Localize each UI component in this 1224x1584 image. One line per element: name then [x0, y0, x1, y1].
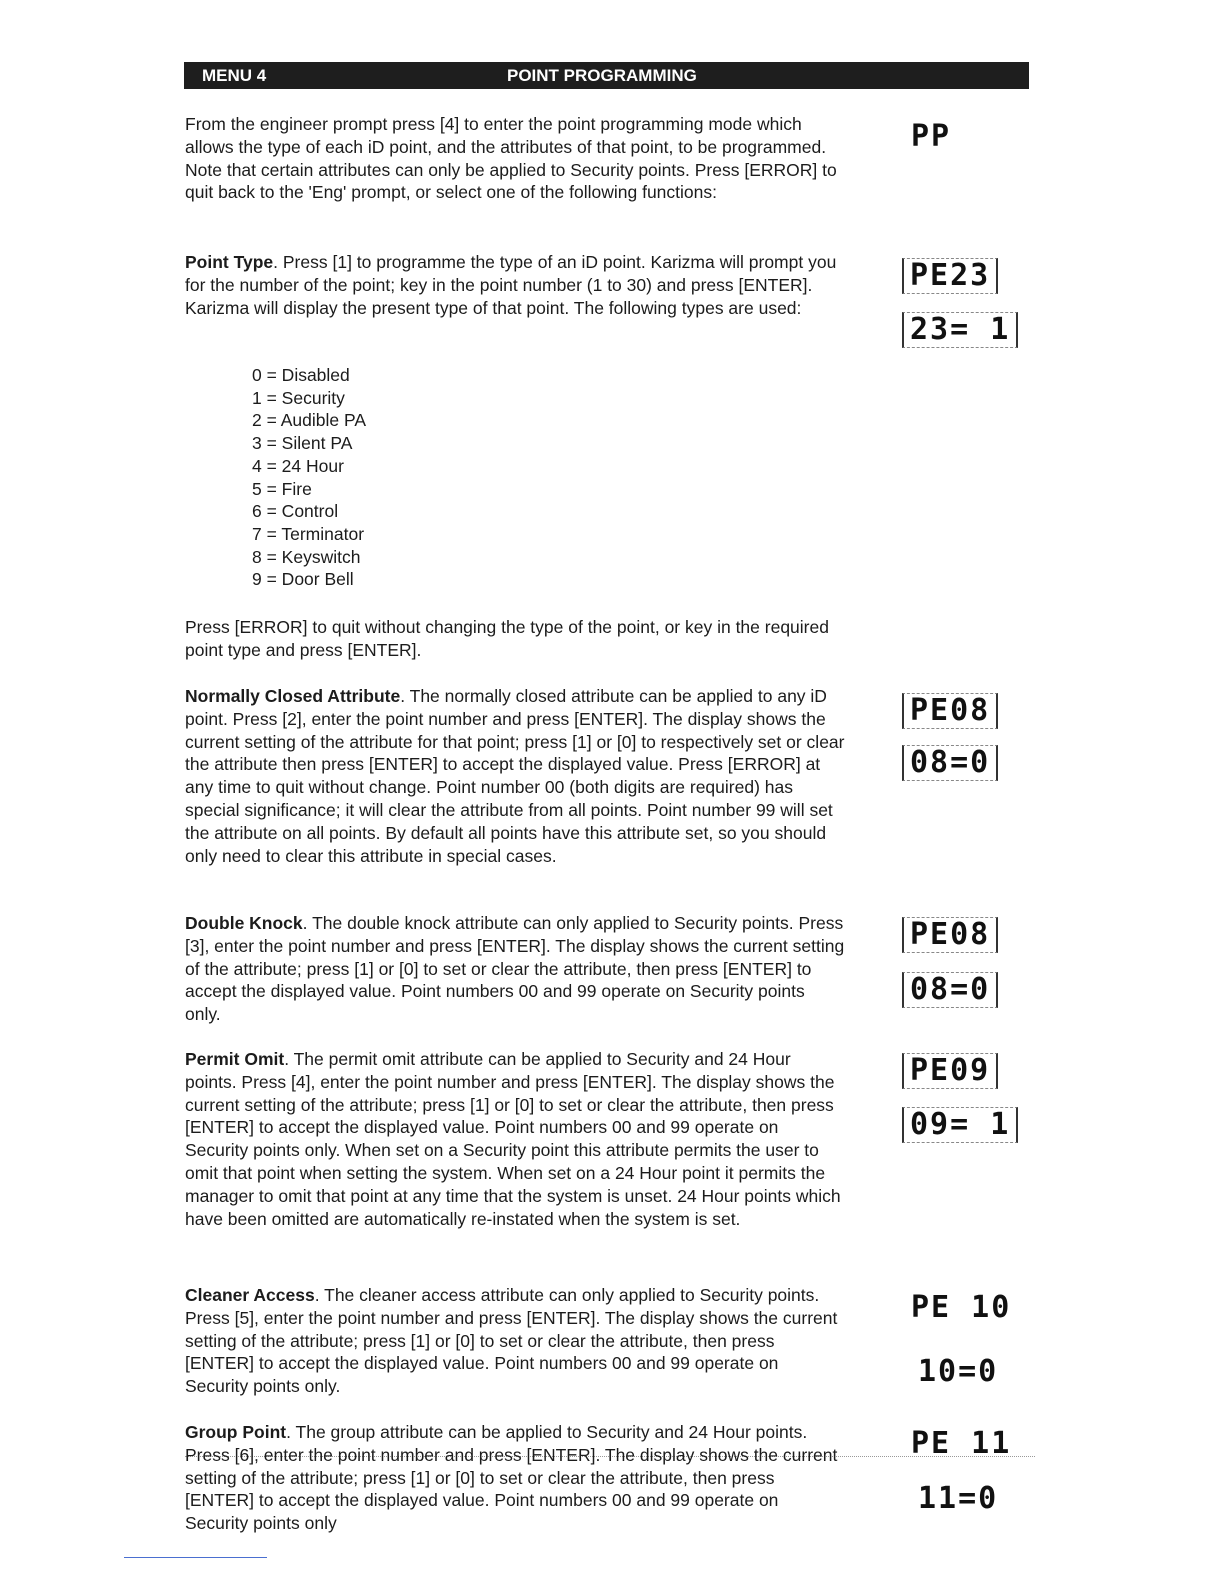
display-08-knock-value: 08=0	[902, 972, 998, 1008]
display-pt10: PE 10	[911, 1290, 1012, 1325]
list-item: 5 = Fire	[252, 478, 312, 499]
display-pt23: PE23	[902, 258, 998, 294]
permit-omit-text: . The permit omit attribute can be applied to Security and 24 Hour points. Press [4], enter the point number and press [ENTER]. The display shows the current setting of the attribute; press [1] or [0] to set or clear the attribute, then press [ENTER] to accept the displayed value. Point numbers 00 and 99 operate on Security points only. When set on a Security point this attribute permits the user to omit that point when setting the system. When set on a 24 Hour point it permits the manager to omit that point at any time that the system is unset. 24 Hour points which have been omitted are automatically re-instated when the system is set.	[185, 1049, 841, 1229]
list-item: 4 = 24 Hour	[252, 455, 344, 476]
cleaner-access-text: . The cleaner access attribute can only applied to Security points. Press [5], enter the point number and press [ENTER]. The display shows the current setting of the attribute; press [1] or [0] to set or clear the attribute, then press [ENTER] to accept the displayed value. Point numbers 00 and 99 operate on Security points only.	[185, 1285, 838, 1397]
point-type-list	[252, 364, 366, 591]
section-header-bar	[184, 62, 1029, 89]
display-pt11: PE 11	[911, 1426, 1012, 1461]
double-knock-heading: Double Knock	[185, 913, 303, 933]
quit-note-paragraph: Press [ERROR] to quit without changing the type of the point, or key in the required point type and press [ENTER].	[185, 617, 829, 660]
display-pp: PP	[911, 119, 952, 154]
list-item: 9 = Door Bell	[252, 569, 354, 590]
display-pt08: PE08	[902, 693, 998, 729]
display-pt09: PE09	[902, 1053, 998, 1089]
point-type-text: . Press [1] to programme the type of an iD point. Karizma will prompt you for the number of the point; key in the point number (1 to 30) and press [ENTER]. Karizma will display the present type of that point. The following types are used:	[185, 252, 837, 318]
footer-line	[124, 1557, 267, 1558]
double-knock-text: . The double knock attribute can only applied to Security points. Press [3], enter the point number and press [ENTER]. The display shows the current setting of the attribute; press [1] or [0] to set or clear the attribute, then press [ENTER] to accept the displayed value. Point numbers 00 and 99 operate on Security points only.	[185, 913, 845, 1025]
double-knock-paragraph	[185, 912, 845, 1026]
menu-label: MENU 4	[202, 66, 267, 85]
group-point-text: . The group attribute can be applied to Security and 24 Hour points. Press [6], enter the point number and press [ENTER]. The display shows the current setting of the attribute; press [1] or [0] to set or clear the attribute, then press [ENTER] to accept the displayed value. Point numbers 00 and 99 operate on Security points only	[185, 1422, 838, 1534]
list-item: 7 = Terminator	[252, 523, 365, 544]
list-item: 8 = Keyswitch	[252, 546, 361, 567]
display-09-value: 09= 1	[902, 1107, 1018, 1143]
point-type-paragraph	[185, 251, 845, 319]
display-10-value: 10=0	[918, 1354, 999, 1389]
list-item: 1 = Security	[252, 387, 345, 408]
list-item: 2 = Audible PA	[252, 410, 366, 431]
display-23-value: 23= 1	[902, 312, 1018, 348]
display-11-value: 11=0	[918, 1481, 999, 1516]
normally-closed-text: . The normally closed attribute can be applied to any iD point. Press [2], enter the point number and press [ENTER]. The display shows the current setting of the attribute for that point; press [1] or [0] to respectively set or clear the attribute then press [ENTER] to accept the displayed value. Press [ERROR] at any time to quit without change. Point number 00 (both digits are required) has special significance; it will clear the attribute from all points. Point number 99 will set the attribute on all points. By default all points have this attribute set, so you should only need to clear this attribute in special cases.	[185, 686, 845, 866]
display-pt08-knock: PE08	[902, 917, 998, 953]
group-point-heading: Group Point	[185, 1422, 287, 1442]
intro-paragraph: From the engineer prompt press [4] to enter the point programming mode which allows the type of each iD point, and the attributes of that point, to be programmed. Note that certain attributes can only be applied to Security points. Press [ERROR] to quit back to the 'Eng' prompt, or select one of the following functions:	[185, 114, 837, 203]
list-item: 0 = Disabled	[252, 365, 350, 385]
page-title: POINT PROGRAMMING	[507, 66, 697, 85]
display-08-value: 08=0	[902, 745, 998, 781]
normally-closed-paragraph	[185, 685, 845, 867]
permit-omit-paragraph	[185, 1048, 845, 1230]
point-type-heading: Point Type	[185, 252, 274, 272]
cleaner-access-heading: Cleaner Access	[185, 1285, 315, 1305]
cleaner-access-paragraph	[185, 1284, 845, 1398]
list-item: 3 = Silent PA	[252, 433, 353, 454]
list-item: 6 = Control	[252, 501, 339, 522]
normally-closed-heading: Normally Closed Attribute	[185, 686, 401, 706]
group-point-paragraph	[185, 1421, 845, 1535]
permit-omit-heading: Permit Omit	[185, 1049, 285, 1069]
